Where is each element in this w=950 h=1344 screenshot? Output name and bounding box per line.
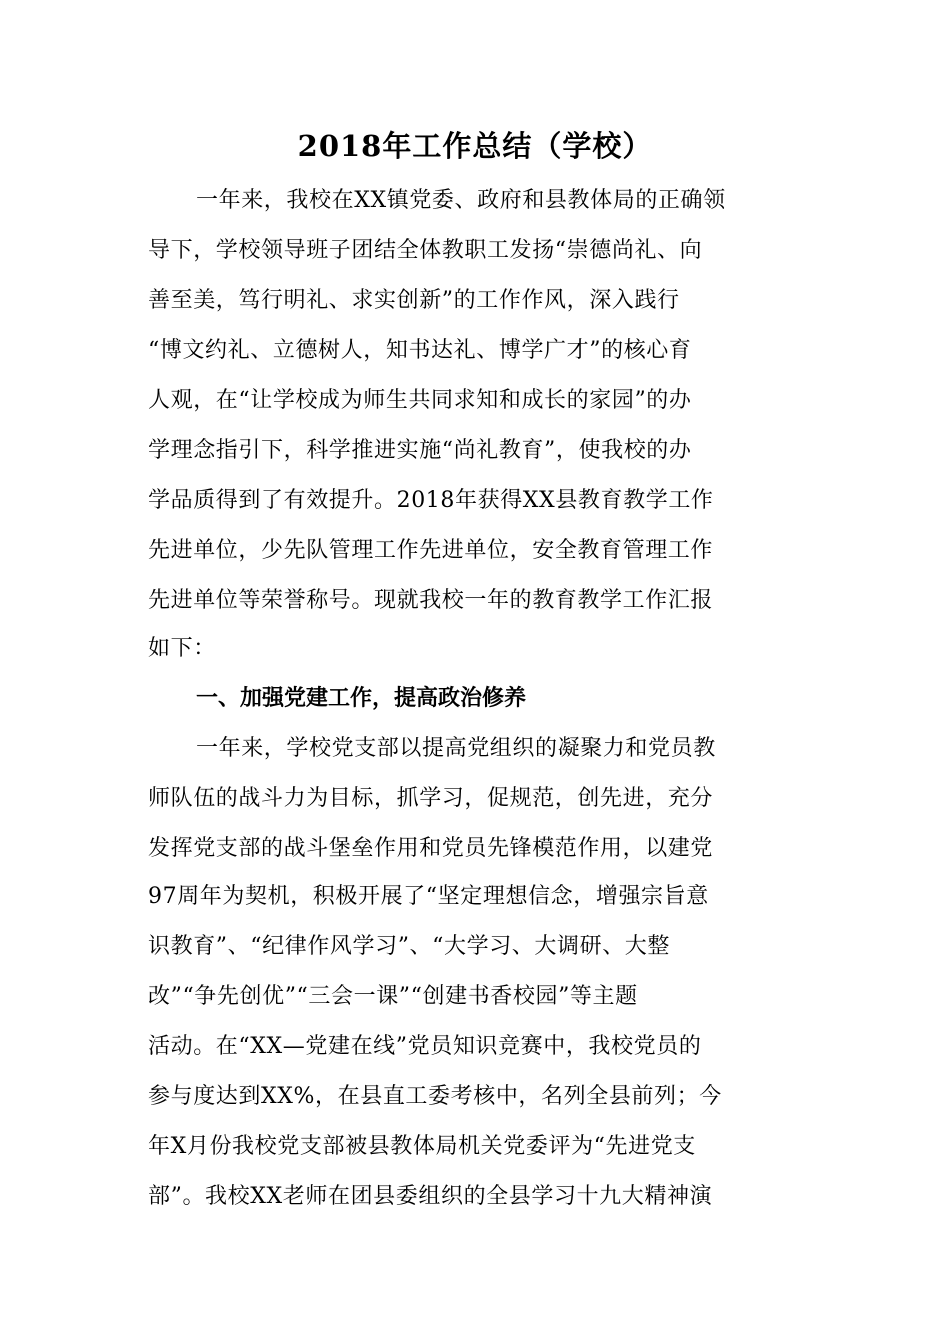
text-line: 师队伍的战斗力为目标，抓学习，促规范，创先进，充分	[148, 786, 714, 811]
text-line: 学理念指引下，科学推进实施“尚礼教育”，使我校的办	[148, 438, 692, 463]
text-line: 部”。我校XX老师在团县委组织的全县学习十九大精神演	[148, 1184, 713, 1209]
text-line: 学品质得到了有效提升。2018年获得XX县教育教学工作	[148, 488, 714, 513]
text-line: 一年来，我校在XX镇党委、政府和县教体局的正确领	[196, 188, 726, 213]
text-line: 发挥党支部的战斗堡垒作用和党员先锋模范作用，以建党	[148, 836, 714, 861]
section-heading: 一、加强党建工作，提高政治修养	[196, 686, 527, 711]
text-line: 识教育”、“纪律作风学习”、“大学习、大调研、大整	[148, 934, 670, 959]
text-line: 导下，学校领导班子团结全体教职工发扬“崇德尚礼、向	[148, 238, 703, 263]
text-line: “博文约礼、立德树人，知书达礼、博学广才”的核心育	[148, 338, 692, 363]
text-line: 年X月份我校党支部被县教体局机关党委评为“先进党支	[148, 1134, 696, 1159]
text-line: 善至美，笃行明礼、求实创新”的工作作风，深入践行	[148, 288, 680, 313]
text-line: 如下：	[148, 636, 216, 661]
text-line: 人观，在“让学校成为师生共同求知和成长的家园”的办	[148, 388, 692, 413]
text-line: 先进单位等荣誉称号。现就我校一年的教育教学工作汇报	[148, 588, 714, 613]
document-title: 2018年工作总结（学校）	[297, 129, 653, 163]
text-line: 活动。在“XX—党建在线”党员知识竞赛中，我校党员的	[148, 1034, 702, 1059]
text-line: 参与度达到XX%，在县直工委考核中，名列全县前列；今	[148, 1084, 722, 1109]
text-line: 一年来，学校党支部以提高党组织的凝聚力和党员教	[196, 736, 716, 761]
text-line: 97周年为契机，积极开展了“坚定理想信念，增强宗旨意	[148, 884, 709, 909]
text-line: 先进单位，少先队管理工作先进单位，安全教育管理工作	[148, 538, 714, 563]
text-line: 改”“争先创优”“三会一课”“创建书香校园”等主题	[148, 984, 638, 1009]
